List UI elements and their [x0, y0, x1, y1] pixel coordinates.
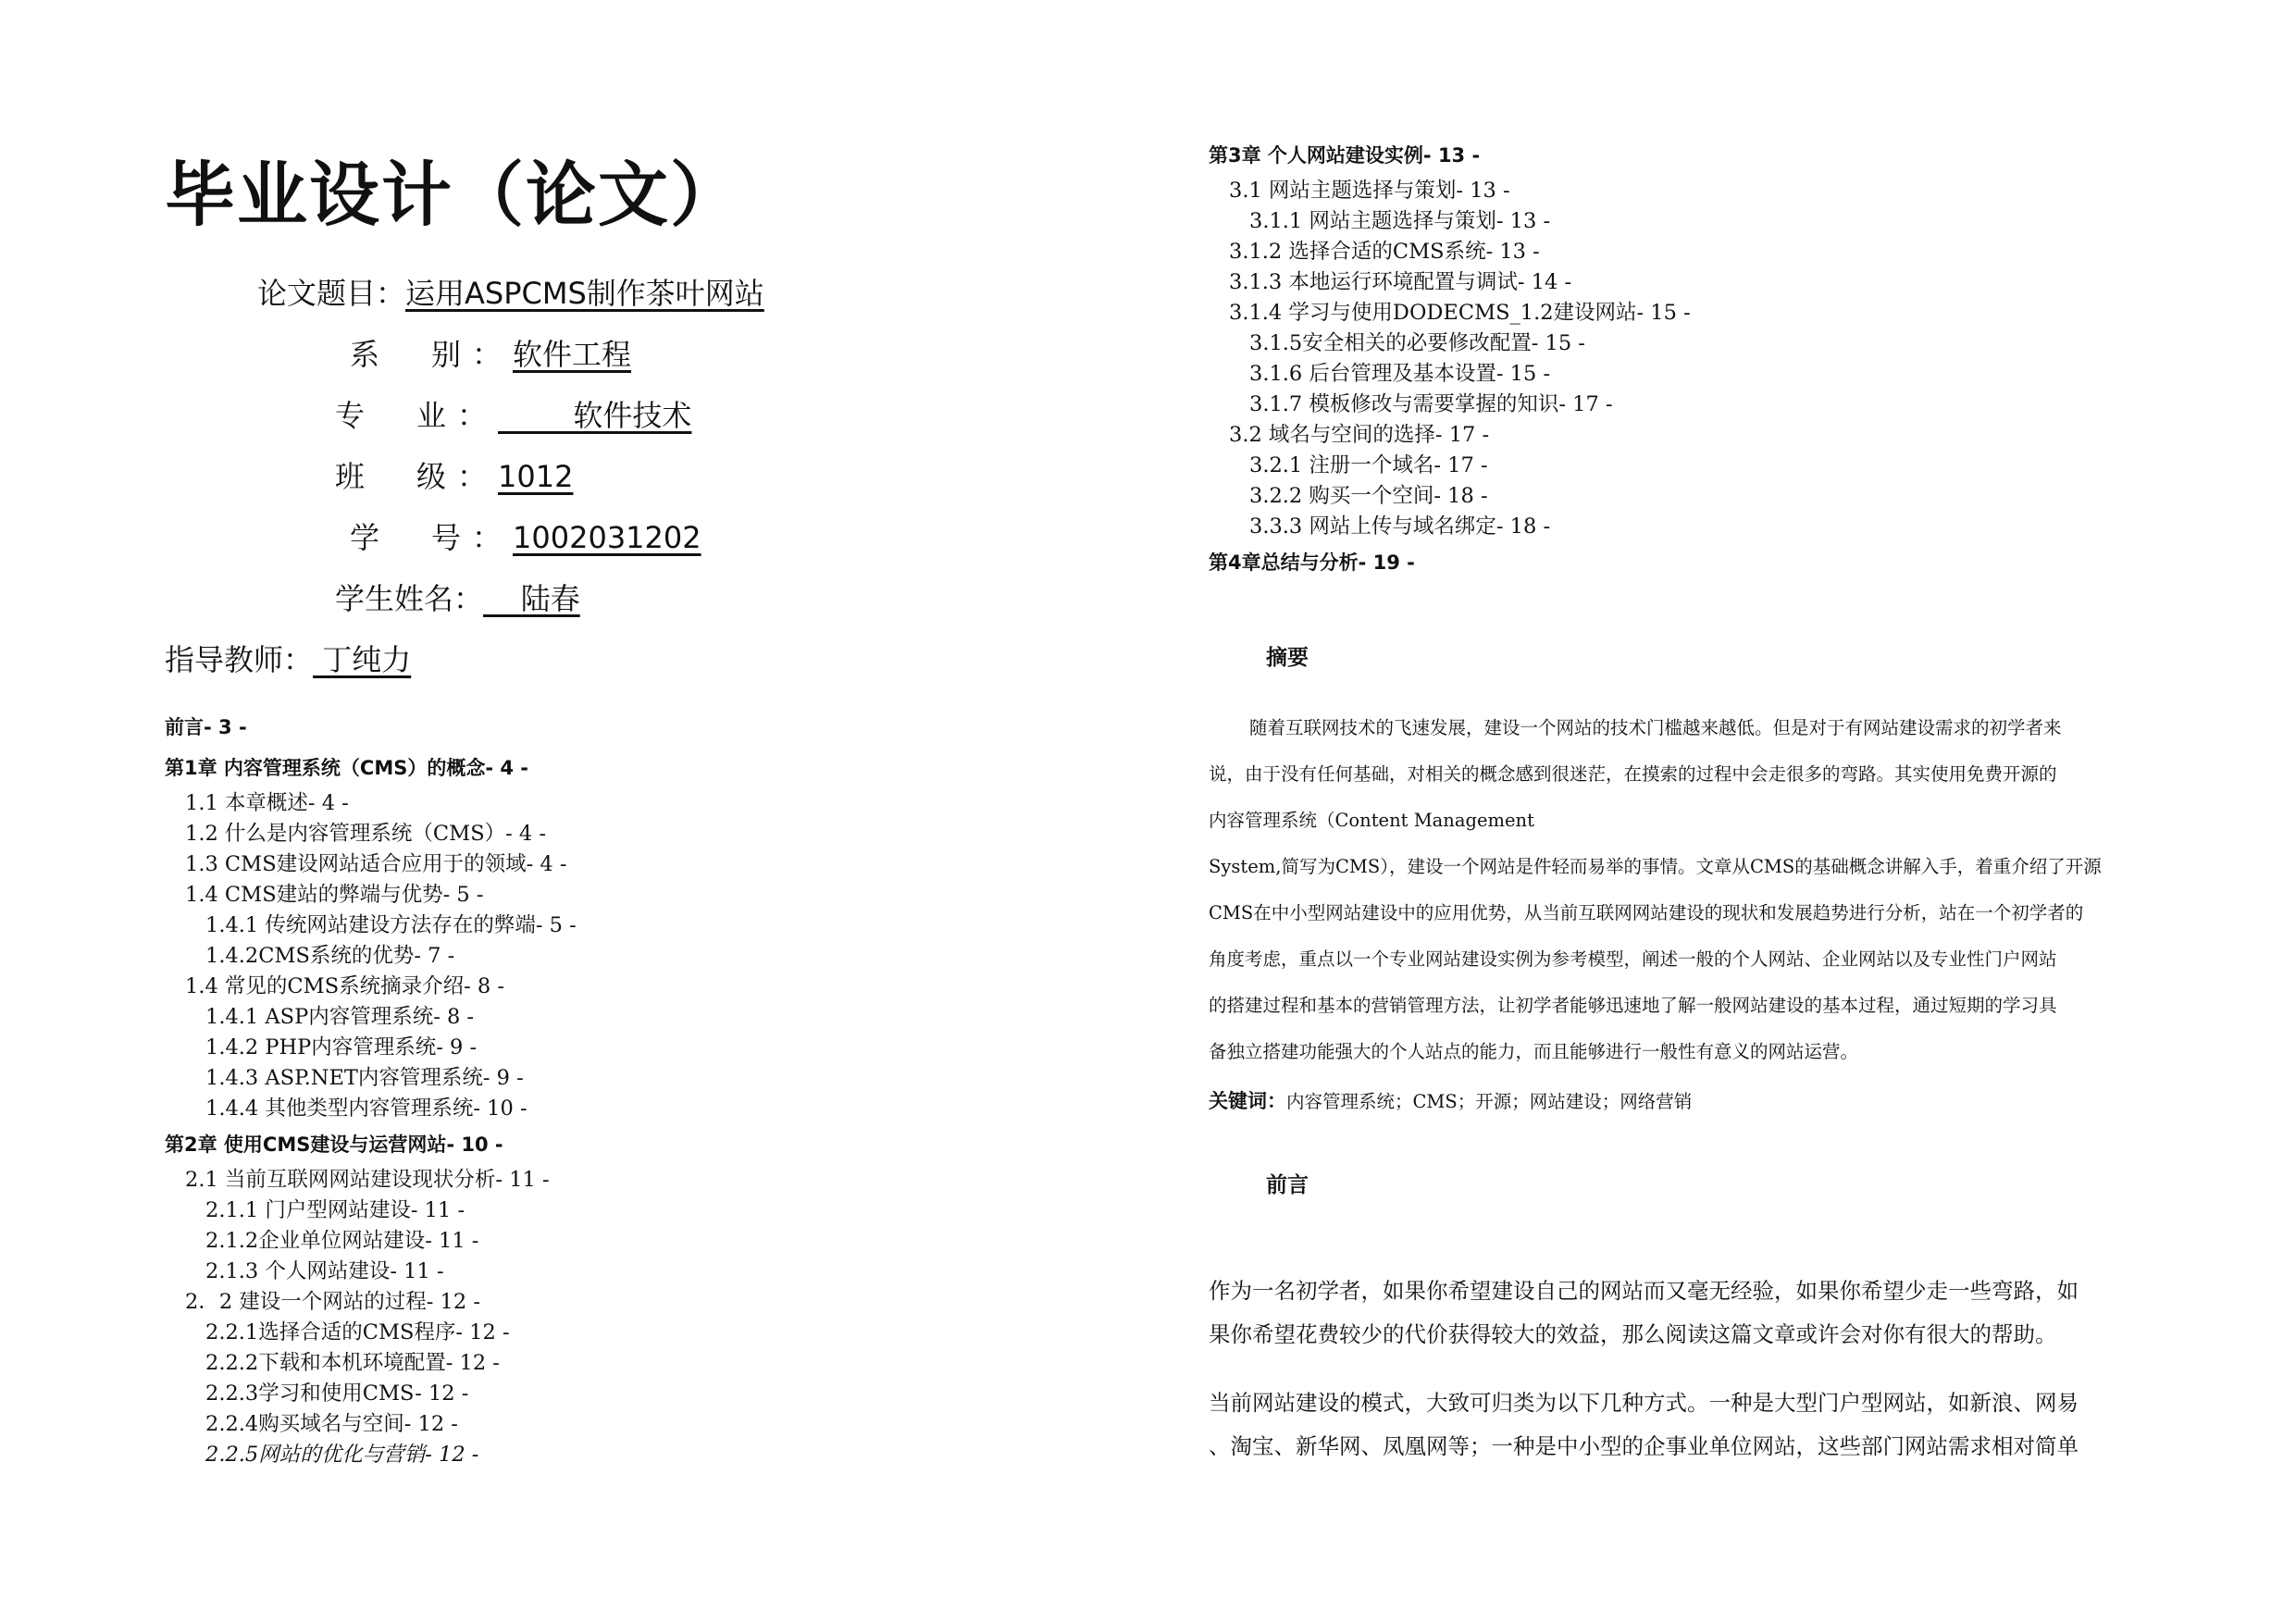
- preface-body: [1209, 1270, 2180, 1468]
- toc-entry[interactable]: 3.2.1 注册一个域名- 17 -: [1249, 453, 1488, 477]
- toc-entry[interactable]: 1.1 本章概述- 4 -: [185, 791, 349, 815]
- toc-entry[interactable]: 1.4 常见的CMS系统摘录介绍- 8 -: [185, 974, 504, 998]
- toc-entry[interactable]: 3.1.2 选择合适的CMS系统- 13 -: [1229, 240, 1540, 264]
- toc-entry[interactable]: 3.1.3 本地运行环境配置与调试- 14 -: [1229, 270, 1572, 294]
- toc-entry[interactable]: 1.4.1 ASP内容管理系统- 8 -: [205, 1005, 475, 1029]
- info-row-advisor: [165, 637, 411, 679]
- toc-entry[interactable]: 第4章总结与分析- 19 -: [1209, 551, 1415, 574]
- toc-entry[interactable]: 1.3 CMS建设网站适合应用于的领域- 4 -: [185, 852, 567, 876]
- info-value: 运用ASPCMS制作茶叶网站: [405, 276, 764, 311]
- toc-entry[interactable]: 前言- 3 -: [165, 716, 247, 738]
- info-label: 论文题目：: [257, 276, 406, 311]
- table-of-contents: [165, 707, 1127, 1470]
- preface-line: 作为一名初学者，如果你希望建设自己的网站而又毫无经验，如果你希望少走一些弯路，如: [1209, 1278, 2079, 1304]
- preface-heading: 前言: [1266, 1173, 1309, 1197]
- toc-entry[interactable]: 1.4 CMS建站的弊端与优势- 5 -: [185, 883, 484, 907]
- abstract-line: CMS在中小型网站建设中的应用优势，从当前互联网网站建设的现状和发展趋势进行分析，站在一个初学者的: [1209, 902, 2084, 923]
- toc-entry[interactable]: 第2章 使用CMS建设与运营网站- 10 -: [165, 1134, 503, 1156]
- keywords-value: 内容管理系统；CMS；开源；网站建设；网络营销: [1286, 1091, 1693, 1112]
- toc-entry[interactable]: 3.1.6 后台管理及基本设置- 15 -: [1249, 362, 1551, 386]
- table-of-contents-continued: [1209, 135, 2227, 583]
- toc-entry[interactable]: 第3章 个人网站建设实例- 13 -: [1209, 144, 1481, 167]
- toc-entry[interactable]: 3.1.7 模板修改与需要掌握的知识- 17 -: [1249, 392, 1613, 416]
- info-row-thesis-title: [257, 270, 764, 313]
- toc-entry[interactable]: 2.1 当前互联网网站建设现状分析- 11 -: [185, 1168, 550, 1192]
- abstract-heading: 摘要: [1266, 646, 1309, 670]
- toc-entry[interactable]: 3.2.2 购买一个空间- 18 -: [1249, 484, 1488, 508]
- toc-entry[interactable]: 2．2 建设一个网站的过程- 12 -: [185, 1290, 480, 1314]
- preface-paragraph-gap: [1209, 1357, 2180, 1381]
- document-title: 毕业设计（论文）: [165, 154, 742, 236]
- abstract-line: 的搭建过程和基本的营销管理方法，让初学者能够迅速地了解一般网站建设的基本过程，通过短期的学习具: [1209, 995, 2057, 1016]
- info-row-class: [335, 453, 573, 496]
- info-row-department: [350, 331, 631, 374]
- toc-entry[interactable]: 1.4.1 传统网站建设方法存在的弊端- 5 -: [205, 913, 577, 937]
- toc-entry[interactable]: 2.2.4购买域名与空间- 12 -: [205, 1412, 458, 1436]
- info-row-student-name: [335, 576, 580, 618]
- info-label: 系 别：: [350, 337, 514, 372]
- toc-entry[interactable]: 2.1.3 个人网站建设- 11 -: [205, 1259, 444, 1283]
- info-row-major: [335, 392, 691, 435]
- toc-entry[interactable]: 1.4.4 其他类型内容管理系统- 10 -: [205, 1096, 527, 1121]
- toc-entry[interactable]: 2.2.2下载和本机环境配置- 12 -: [205, 1351, 500, 1375]
- info-row-student-id: [350, 514, 701, 557]
- abstract-line: 角度考虑，重点以一个专业网站建设实例为参考模型，阐述一般的个人网站、企业网站以及专业性门户网站: [1209, 948, 2057, 970]
- toc-entry[interactable]: 2.1.2企业单位网站建设- 11 -: [205, 1229, 479, 1253]
- info-value: 1002031202: [513, 520, 701, 555]
- toc-entry[interactable]: 2.2.1选择合适的CMS程序- 12 -: [205, 1320, 510, 1344]
- toc-entry[interactable]: 1.4.3 ASP.NET内容管理系统- 9 -: [205, 1066, 524, 1090]
- info-value: 丁纯力: [313, 642, 412, 677]
- abstract-line: 随着互联网技术的飞速发展，建设一个网站的技术门槛越来越低。但是对于有网站建设需求的初学者来: [1249, 717, 2062, 738]
- toc-entry[interactable]: 1.4.2CMS系统的优势- 7 -: [205, 944, 455, 968]
- toc-entry[interactable]: 3.1.1 网站主题选择与策划- 13 -: [1249, 209, 1551, 233]
- preface-line: 当前网站建设的模式，大致可归类为以下几种方式。一种是大型门户型网站，如新浪、网易: [1209, 1390, 2079, 1416]
- toc-entry[interactable]: 3.2 域名与空间的选择- 17 -: [1229, 423, 1490, 447]
- toc-entry[interactable]: 2.1.1 门户型网站建设- 11 -: [205, 1198, 465, 1222]
- toc-entry[interactable]: 2.2.5网站的优化与营销- 12 -: [205, 1443, 479, 1467]
- toc-entry[interactable]: 1.4.2 PHP内容管理系统- 9 -: [205, 1035, 478, 1059]
- abstract-body: [1209, 712, 2180, 1083]
- info-label: 班 级：: [335, 459, 499, 494]
- info-label: 专 业：: [335, 398, 499, 433]
- toc-entry[interactable]: 3.3.3 网站上传与域名绑定- 18 -: [1249, 514, 1551, 539]
- abstract-line: 备独立搭建功能强大的个人站点的能力，而且能够进行一般性有意义的网站运营。: [1209, 1041, 1859, 1062]
- info-label: 学 号：: [350, 520, 514, 555]
- info-label: 学生姓名：: [335, 581, 484, 616]
- info-value: 1012: [498, 459, 574, 494]
- keywords-label: 关键词：: [1209, 1090, 1286, 1112]
- preface-line: 果你希望花费较少的代价获得较大的效益，那么阅读这篇文章或许会对你有很大的帮助。: [1209, 1321, 2057, 1347]
- preface-line: 、淘宝、新华网、凤凰网等；一种是中小型的企事业单位网站，这些部门网站需求相对简单: [1209, 1433, 2079, 1459]
- info-value: 软件技术: [498, 398, 692, 433]
- info-value: 软件工程: [513, 337, 632, 372]
- toc-entry[interactable]: 3.1.5安全相关的必要修改配置- 15 -: [1249, 331, 1585, 355]
- toc-entry[interactable]: 1.2 什么是内容管理系统（CMS）- 4 -: [185, 822, 546, 846]
- toc-entry[interactable]: 第1章 内容管理系统（CMS）的概念- 4 -: [165, 757, 529, 779]
- abstract-line: System,简写为CMS），建设一个网站是件轻而易举的事情。文章从CMS的基础概念讲解入手，着重介绍了开源: [1209, 856, 2102, 877]
- info-value: 陆春: [483, 581, 580, 616]
- toc-entry[interactable]: 3.1.4 学习与使用DODECMS_1.2建设网站- 15 -: [1229, 301, 1691, 325]
- toc-entry[interactable]: 2.2.3学习和使用CMS- 12 -: [205, 1381, 469, 1406]
- info-label: 指导教师：: [165, 642, 314, 677]
- toc-entry[interactable]: 3.1 网站主题选择与策划- 13 -: [1229, 179, 1510, 203]
- keywords-row: [1209, 1086, 1692, 1114]
- abstract-line: 说，由于没有任何基础，对相关的概念感到很迷茫，在摸索的过程中会走很多的弯路。其实使用免费开源的: [1209, 763, 2057, 785]
- abstract-line: 内容管理系统（Content Management: [1209, 810, 1534, 831]
